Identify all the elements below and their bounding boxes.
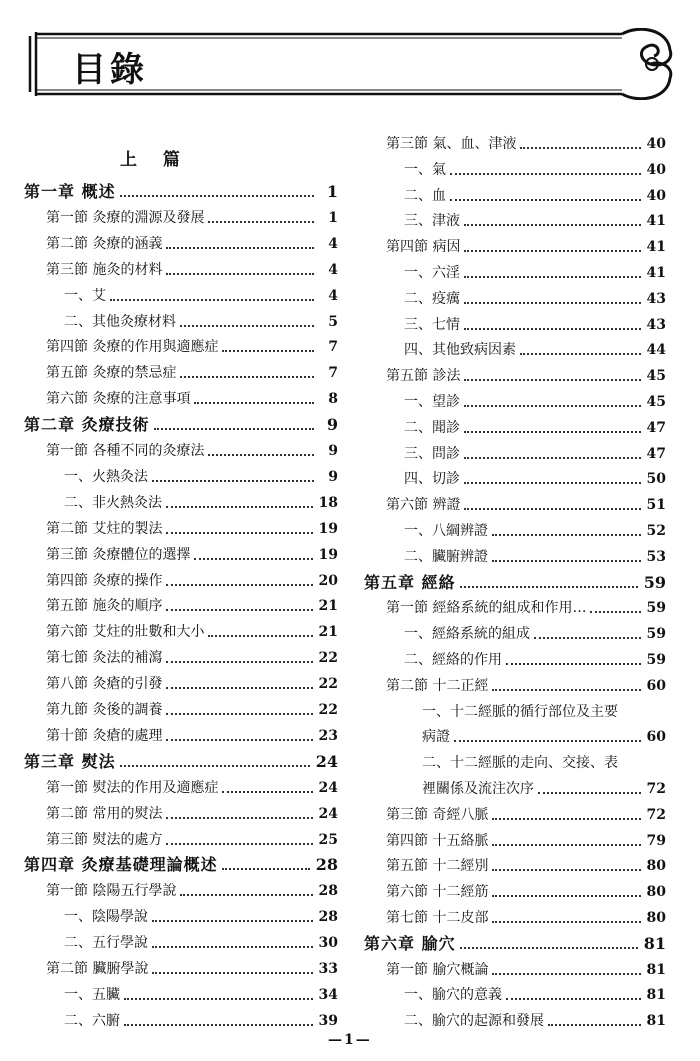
dot-leader [110, 299, 314, 301]
toc-entry[interactable] [364, 850, 666, 875]
toc-entry-page: 28 [318, 883, 338, 900]
toc-entry[interactable] [24, 875, 338, 900]
toc-entry-title: 二、臟腑辨證 [404, 548, 488, 565]
dot-leader [464, 482, 641, 484]
toc-entry[interactable] [364, 928, 666, 953]
dot-leader [492, 560, 641, 562]
toc-entry-page: 21 [318, 598, 338, 615]
toc-entry-page: 7 [328, 339, 338, 356]
toc-entry[interactable] [24, 487, 338, 512]
toc-entry-page: 59 [646, 652, 666, 668]
toc-entry[interactable] [364, 876, 666, 901]
dot-leader [460, 947, 638, 949]
toc-entry-page: 22 [318, 702, 338, 718]
dot-leader [166, 532, 312, 534]
toc-entry[interactable] [364, 205, 666, 230]
toc-entry-page: 40 [646, 136, 666, 152]
dot-leader [166, 584, 312, 586]
toc-entry-page: 21 [318, 624, 338, 641]
toc-entry-title: 一、六淫 [404, 265, 460, 281]
toc-entry-title: 第十節 灸瘡的處理 [46, 727, 163, 744]
toc-entry-title: 二、腧穴的起源和發展 [404, 1013, 544, 1030]
toc-entry-title: 二、其他灸療材料 [64, 313, 176, 330]
toc-entry[interactable] [24, 409, 338, 434]
toc-entry-page: 24 [315, 751, 338, 771]
page-title: 目錄 [72, 50, 148, 90]
toc-entry[interactable] [364, 979, 666, 1004]
dot-leader [222, 791, 312, 793]
toc-entry-title: 第五節 十二經別 [386, 858, 489, 875]
dot-leader [464, 405, 641, 407]
dot-leader [506, 663, 641, 665]
dot-leader [492, 818, 640, 820]
dot-leader [208, 454, 314, 456]
dot-leader [492, 895, 640, 897]
toc-entry[interactable] [364, 438, 666, 463]
dot-leader [166, 609, 312, 611]
toc-entry[interactable] [24, 435, 338, 460]
toc-entry-page: 39 [318, 1012, 338, 1029]
dot-leader [152, 480, 314, 482]
toc-entry-page: 81 [643, 933, 666, 953]
toc-entry[interactable] [364, 954, 666, 979]
toc-entry-title: 一、腧穴的意義 [404, 987, 502, 1004]
toc-entry-page: 80 [646, 884, 666, 901]
toc-entry[interactable] [364, 515, 666, 540]
toc-entry-page: 51 [646, 497, 666, 514]
page-number: —1— [328, 1032, 372, 1048]
toc-entry-title: 二、疫癘 [404, 290, 460, 307]
toc-entry-title: 一、經絡系統的組成 [404, 626, 530, 643]
dot-leader [492, 973, 640, 975]
toc-entry-page: 60 [646, 729, 666, 746]
dot-leader [166, 506, 313, 508]
toc-entry-page: 59 [646, 600, 666, 617]
dot-leader [464, 302, 641, 304]
toc-entry[interactable] [24, 228, 338, 253]
dot-leader [538, 792, 641, 794]
toc-entry[interactable] [24, 513, 338, 538]
toc-entry-title: 第七節 十二皮部 [386, 910, 489, 926]
toc-entry[interactable] [24, 642, 338, 667]
dot-leader [166, 713, 312, 715]
dot-leader [152, 972, 312, 974]
part-heading: 上 篇 [120, 150, 190, 170]
dot-leader [492, 689, 640, 691]
toc-entry-title: 一、火熱灸法 [64, 468, 148, 485]
toc-entry[interactable] [24, 772, 338, 797]
dot-leader [120, 195, 314, 197]
dot-leader [520, 353, 641, 355]
toc-entry-title: 第七節 灸法的補瀉 [46, 650, 163, 667]
toc-entry[interactable] [364, 567, 666, 592]
toc-entry[interactable] [24, 306, 338, 331]
toc-entry-page: 33 [318, 961, 338, 977]
toc-entry-title: 裡關係及流注次序 [422, 781, 534, 797]
toc-entry[interactable] [364, 721, 666, 746]
toc-entry[interactable] [364, 412, 666, 437]
toc-entry-page: 81 [646, 1013, 666, 1030]
toc-entry-title: 第二節 灸療的涵義 [46, 235, 163, 252]
toc-entry[interactable] [364, 541, 666, 566]
toc-entry[interactable] [24, 539, 338, 564]
dot-leader [590, 611, 640, 613]
toc-entry-title: 第三節 施灸的材料 [46, 261, 163, 278]
toc-entry[interactable] [364, 154, 666, 179]
toc-entry-page: 47 [646, 419, 666, 436]
toc-entry[interactable] [364, 799, 666, 824]
toc-entry-title: 二、十二經脈的走向、交接、表 [422, 755, 618, 772]
toc-entry-title: 第五章 經絡 [364, 572, 456, 592]
dot-leader [152, 946, 313, 948]
toc-entry-page: 53 [646, 548, 666, 565]
toc-entry[interactable] [364, 283, 666, 308]
toc-entry-page: 1 [326, 182, 338, 201]
toc-entry-page: 59 [643, 572, 666, 592]
toc-entry[interactable] [364, 696, 666, 721]
toc-entry-page: 43 [646, 290, 666, 307]
dot-leader [464, 250, 640, 252]
toc-entry[interactable] [24, 849, 338, 874]
toc-entry[interactable] [364, 747, 666, 772]
dot-leader [534, 637, 641, 639]
toc-entry[interactable] [364, 670, 666, 695]
toc-entry-page: 80 [646, 910, 666, 926]
dot-leader [464, 457, 641, 459]
toc-entry-title: 第九節 灸後的調養 [46, 702, 163, 718]
toc-entry-page: 8 [328, 391, 338, 408]
toc-entry-title: 第二章 灸療技術 [24, 415, 150, 435]
toc-entry[interactable] [24, 590, 338, 615]
toc-entry[interactable] [364, 128, 666, 153]
toc-entry[interactable] [24, 668, 338, 693]
toc-entry[interactable] [364, 386, 666, 411]
toc-entry-page: 45 [646, 394, 666, 410]
toc-entry-title: 一、氣 [404, 161, 446, 178]
toc-entry-page: 25 [318, 831, 338, 848]
toc-entry-page: 40 [646, 187, 666, 204]
toc-entry[interactable] [24, 824, 338, 849]
toc-entry[interactable] [364, 334, 666, 359]
dot-leader [464, 328, 641, 330]
toc-entry-title: 三、七情 [404, 316, 460, 333]
dot-leader [464, 431, 641, 433]
toc-entry-title: 二、非火熱灸法 [64, 494, 162, 511]
toc-entry[interactable] [364, 489, 666, 514]
dot-leader [492, 534, 641, 536]
toc-entry-page: 34 [318, 986, 338, 1003]
toc-entry[interactable] [24, 383, 338, 408]
toc-entry-page: 72 [646, 781, 666, 797]
dot-leader [464, 508, 640, 510]
dot-leader [194, 558, 312, 560]
toc-entry-page: 45 [646, 368, 666, 385]
dot-leader [166, 247, 314, 249]
dot-leader [450, 199, 641, 201]
toc-entry-title: 一、陰陽學說 [64, 909, 148, 926]
dot-leader [520, 147, 640, 149]
toc-entry[interactable] [364, 902, 666, 927]
toc-entry-title: 第二節 臟腑學說 [46, 961, 149, 977]
toc-entry[interactable] [24, 357, 338, 382]
dot-leader [222, 868, 310, 870]
toc-entry-title: 第三節 奇經八脈 [386, 806, 489, 823]
dot-leader [208, 221, 314, 223]
toc-entry-title: 四、切診 [404, 471, 460, 488]
dot-leader [464, 276, 641, 278]
toc-entry[interactable] [364, 360, 666, 385]
toc-entry-page: 50 [646, 471, 666, 488]
toc-entry[interactable] [364, 180, 666, 205]
toc-entry-page: 41 [646, 213, 666, 230]
toc-entry-title: 三、津液 [404, 213, 460, 230]
toc-entry-page: 20 [318, 572, 338, 589]
toc-entry-title: 第二節 十二正經 [386, 677, 489, 694]
toc-entry[interactable] [24, 798, 338, 823]
toc-entry-title: 一、望診 [404, 394, 460, 410]
toc-entry[interactable] [24, 280, 338, 305]
toc-entry[interactable] [24, 616, 338, 641]
toc-entry-page: 44 [646, 342, 666, 359]
toc-entry-page: 9 [328, 468, 338, 485]
toc-entry-page: 1 [328, 209, 338, 226]
toc-entry-title: 第二節 常用的熨法 [46, 805, 163, 822]
toc-entry[interactable] [24, 979, 338, 1004]
toc-entry-title: 一、八綱辨證 [404, 523, 488, 539]
toc-entry-title: 第五節 診法 [386, 368, 461, 385]
toc-entry-title: 第三章 熨法 [24, 751, 116, 771]
toc-entry-page: 18 [318, 494, 338, 511]
dot-leader [152, 920, 313, 922]
toc-entry-title: 第六章 腧穴 [364, 933, 456, 953]
toc-entry-page: 9 [326, 415, 338, 435]
toc-entry-title: 第四節 灸療的作用與適應症 [46, 339, 219, 356]
toc-entry-title: 病證 [422, 729, 450, 746]
dot-leader [194, 402, 314, 404]
toc-entry-page: 80 [646, 858, 666, 875]
toc-entry[interactable] [24, 202, 338, 227]
dot-leader [124, 998, 313, 1000]
dot-leader [506, 998, 641, 1000]
toc-entry-page: 28 [315, 855, 338, 875]
toc-entry-title: 第三節 熨法的處方 [46, 831, 163, 848]
toc-entry[interactable] [24, 565, 338, 590]
toc-entry[interactable] [364, 1005, 666, 1030]
dot-leader [120, 765, 310, 767]
toc-entry-page: 79 [646, 832, 666, 849]
toc-entry-page: 24 [318, 779, 338, 796]
toc-entry-page: 4 [328, 261, 338, 278]
toc-entry-title: 二、經絡的作用 [404, 652, 502, 668]
toc-entry-title: 二、五行學說 [64, 935, 148, 952]
toc-entry-page: 81 [646, 987, 666, 1004]
toc-entry-title: 二、六腑 [64, 1012, 120, 1029]
toc-entry-page: 28 [318, 909, 338, 926]
toc-entry[interactable] [364, 257, 666, 282]
toc-entry-page: 43 [646, 316, 666, 333]
dot-leader [208, 635, 312, 637]
toc-entry-page: 7 [328, 365, 338, 382]
toc-entry-page: 30 [318, 935, 338, 952]
toc-entry[interactable] [364, 231, 666, 256]
toc-entry[interactable] [24, 746, 338, 771]
toc-entry-title: 第一節 陰陽五行學說 [46, 883, 177, 900]
toc-entry-title: 第八節 灸瘡的引發 [46, 676, 163, 693]
dot-leader [460, 586, 638, 588]
dot-leader [180, 894, 312, 896]
toc-entry[interactable] [364, 618, 666, 643]
toc-entry-title: 第一節 灸療的淵源及發展 [46, 209, 205, 226]
toc-entry-page: 5 [328, 313, 338, 330]
toc-entry-title: 第六節 灸療的注意事項 [46, 391, 191, 408]
toc-entry-page: 22 [318, 650, 338, 667]
dot-leader [180, 325, 314, 327]
toc-entry-page: 4 [328, 287, 338, 304]
dot-leader [492, 921, 640, 923]
toc-entry-title: 第五節 施灸的順序 [46, 598, 163, 615]
toc-entry-title: 第一章 概述 [24, 182, 116, 201]
toc-entry-title: 第三節 氣、血、津液 [386, 136, 517, 152]
toc-entry[interactable] [364, 773, 666, 798]
toc-entry-title: 第二節 艾炷的製法 [46, 520, 163, 537]
dot-leader [166, 687, 312, 689]
toc-entry[interactable] [24, 694, 338, 719]
toc-entry-title: 第一節 各種不同的灸療法 [46, 443, 205, 459]
dot-leader [454, 740, 641, 742]
toc-entry-page: 22 [318, 676, 338, 693]
toc-entry-page: 40 [646, 161, 666, 178]
dot-leader [124, 1024, 313, 1026]
dot-leader [166, 817, 312, 819]
toc-entry[interactable] [24, 254, 338, 279]
dot-leader [464, 224, 641, 226]
dot-leader [166, 273, 314, 275]
dot-leader [222, 350, 314, 352]
toc-entry[interactable] [364, 309, 666, 334]
dot-leader [464, 379, 640, 381]
toc-entry-page: 59 [646, 626, 666, 643]
toc-entry-title: 第一節 熨法的作用及適應症 [46, 779, 219, 796]
toc-entry-title: 二、聞診 [404, 419, 460, 436]
toc-entry-title: 三、問診 [404, 445, 460, 462]
toc-entry-title: 第三節 灸療體位的選擇 [46, 546, 191, 563]
toc-entry-page: 60 [646, 677, 666, 694]
toc-entry-title: 二、血 [404, 187, 446, 204]
toc-entry-page: 24 [318, 805, 338, 822]
toc-entry-title: 第四章 灸療基礎理論概述 [24, 855, 218, 875]
toc-entry-page: 41 [646, 265, 666, 281]
toc-entry-title: 第五節 灸療的禁忌症 [46, 365, 177, 382]
dot-leader [492, 844, 640, 846]
dot-leader [180, 376, 314, 378]
toc-entry[interactable] [24, 720, 338, 745]
toc-entry[interactable] [24, 1005, 338, 1030]
toc-entry-title: 一、五臟 [64, 986, 120, 1003]
toc-entry-title: 第一節 腧穴概論 [386, 961, 489, 978]
toc-entry-title: 第四節 病因 [386, 239, 461, 256]
toc-entry-page: 9 [328, 443, 338, 459]
toc-entry[interactable] [24, 331, 338, 356]
toc-entry-title: 第四節 灸療的操作 [46, 572, 163, 589]
toc-entry-title: 第六節 艾炷的壯數和大小 [46, 624, 205, 641]
toc-entry[interactable] [24, 927, 338, 952]
toc-entry[interactable] [24, 176, 338, 201]
dot-leader [154, 428, 314, 430]
dot-leader [166, 843, 312, 845]
toc-entry-title: 一、十二經脈的循行部位及主要 [422, 703, 618, 720]
toc-entry-page: 81 [646, 961, 666, 978]
toc-entry-page: 41 [646, 239, 666, 256]
toc-entry-page: 19 [318, 546, 338, 563]
toc-entry[interactable] [24, 461, 338, 486]
dot-leader [450, 173, 641, 175]
toc-entry-page: 4 [328, 235, 338, 252]
toc-entry[interactable] [24, 901, 338, 926]
toc-entry-title: 一、艾 [64, 287, 106, 304]
toc-entry-page: 72 [646, 806, 666, 823]
dot-leader [166, 739, 312, 741]
toc-entry-page: 19 [318, 520, 338, 537]
toc-entry[interactable] [24, 953, 338, 978]
dot-leader [166, 661, 312, 663]
toc-entry-title: 第六節 辨證 [386, 497, 461, 514]
toc-entry[interactable] [364, 825, 666, 850]
toc-entry-title: 四、其他致病因素 [404, 342, 516, 359]
dot-leader [492, 869, 640, 871]
toc-entry-page: 52 [646, 523, 666, 539]
toc-entry[interactable] [364, 463, 666, 488]
toc-entry-title: 第一節 經絡系統的組成和作用… [386, 600, 587, 617]
toc-entry[interactable] [364, 592, 666, 617]
toc-entry-page: 47 [646, 445, 666, 462]
toc-entry-title: 第六節 十二經筋 [386, 884, 489, 901]
toc-entry-page: 23 [318, 727, 338, 744]
dot-leader [548, 1024, 641, 1026]
toc-entry-title: 第四節 十五絡脈 [386, 832, 489, 849]
toc-entry[interactable] [364, 644, 666, 669]
